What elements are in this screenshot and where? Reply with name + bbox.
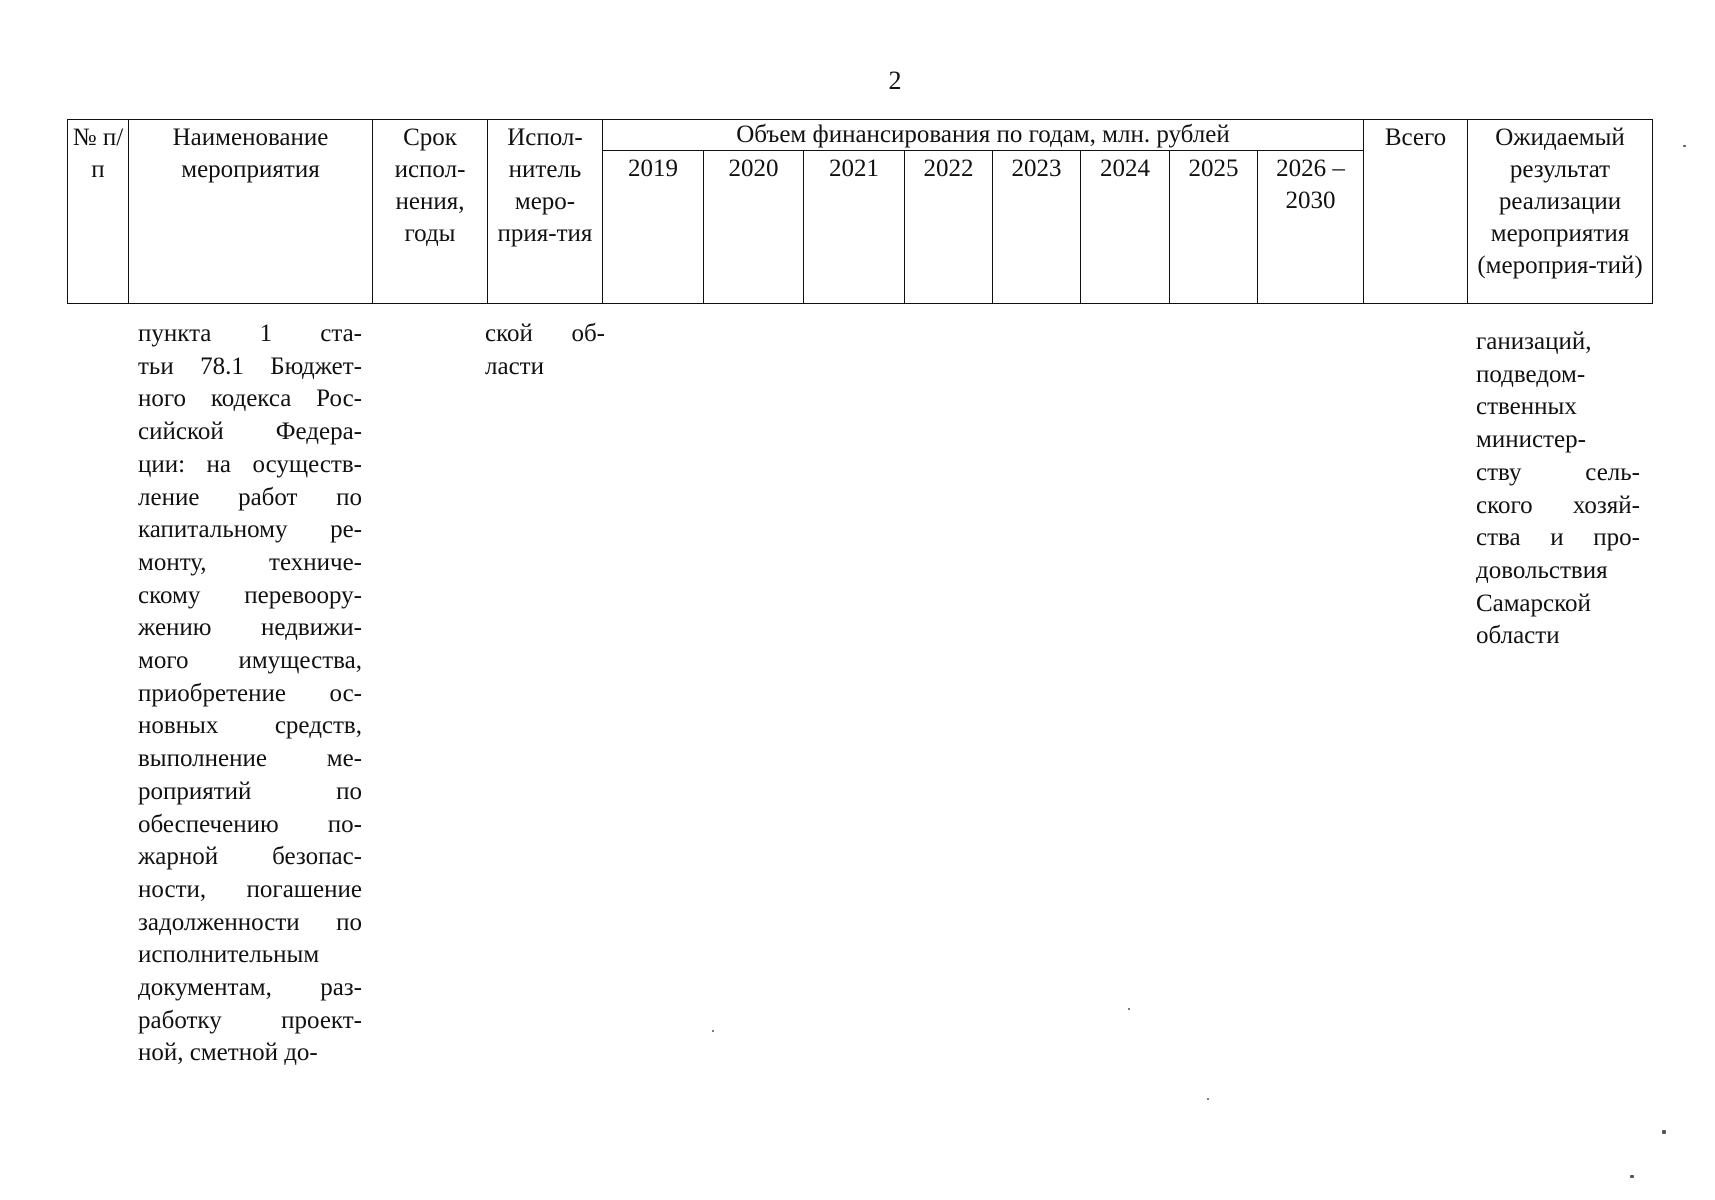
row-name-line: скому перевоору- (138, 581, 362, 609)
row-name-line: пункта 1 ста- (138, 320, 362, 347)
row-executor-text (485, 318, 605, 383)
row-name-line: капитальному ре- (138, 516, 362, 544)
row-result-line: подведом- (1476, 360, 1586, 388)
header-executor: Испол-нитель меро-прия-тия (488, 120, 603, 304)
row-name-line: работку проект- (138, 1006, 362, 1034)
header-year-2024: 2024 (1081, 151, 1170, 304)
row-name-line: сийской Федера- (138, 418, 362, 446)
header-number: № п/п (68, 120, 129, 304)
row-result-line: ства и про- (1476, 524, 1640, 552)
scan-speck (1128, 1008, 1130, 1010)
row-result-line: министер- (1476, 426, 1586, 454)
row-name-text (138, 318, 362, 1070)
scan-speck (712, 1030, 714, 1032)
header-result: Ожидаемый результат реализации мероприятия (мероприя-тий) (1468, 120, 1653, 304)
row-name-line: новных средств, (138, 712, 362, 740)
scan-speck (1207, 1098, 1209, 1100)
scan-speck (1662, 1130, 1666, 1134)
row-executor-line: ской об- (485, 320, 605, 347)
row-result-line: Самарской (1476, 589, 1591, 617)
row-name-line: роприятий по (138, 777, 362, 805)
row-name-line: задолженности по (138, 908, 362, 936)
header-year-2021: 2021 (804, 151, 905, 304)
header-year-2023: 2023 (993, 151, 1081, 304)
row-name-line: ности, погашение (138, 875, 362, 903)
header-year-2026-2030: 2026 – 2030 (1258, 151, 1364, 304)
row-name-line: выполнение ме- (138, 745, 362, 773)
header-total: Всего (1364, 120, 1468, 304)
row-executor-line: ласти (485, 352, 544, 380)
header-term: Срок испол-нения, годы (373, 120, 488, 304)
row-name-line: документам, раз- (138, 974, 362, 1002)
header-funding-group: Объем финансирования по годам, млн. рублей (603, 120, 1364, 151)
header-year-2025: 2025 (1170, 151, 1258, 304)
row-name-line: приобретение ос- (138, 679, 362, 707)
scan-speck (1683, 145, 1686, 147)
row-name-line: ции: на осуществ- (138, 450, 362, 478)
row-result-line: ственных (1476, 393, 1577, 421)
row-name-line: тьи 78.1 Бюджет- (138, 352, 362, 380)
row-name-line: обеспечению по- (138, 810, 362, 838)
header-name: Наименование мероприятия (129, 120, 373, 304)
row-name-line: монту, техниче- (138, 548, 362, 576)
header-year-2019: 2019 (603, 151, 704, 304)
row-result-text (1476, 326, 1640, 653)
row-name-line: ного кодекса Рос- (138, 385, 362, 413)
row-result-line: ганизаций, (1476, 328, 1592, 355)
row-result-line: ству сель- (1476, 458, 1640, 486)
scan-speck (1630, 1175, 1634, 1178)
row-name-line: исполнительным (138, 941, 320, 969)
row-name-line: ной, сметной до- (138, 1039, 318, 1067)
header-table (67, 119, 1653, 304)
row-name-line: жению недвижи- (138, 614, 362, 642)
row-name-line: жарной безопас- (138, 843, 362, 871)
header-year-2020: 2020 (704, 151, 804, 304)
page-number: 2 (888, 66, 902, 95)
row-result-line: довольствия (1476, 556, 1608, 584)
row-result-line: области (1476, 622, 1560, 650)
row-name-line: ление работ по (138, 483, 362, 511)
header-year-2022: 2022 (905, 151, 993, 304)
row-name-line: мого имущества, (138, 647, 362, 675)
row-result-line: ского хозяй- (1476, 491, 1640, 519)
